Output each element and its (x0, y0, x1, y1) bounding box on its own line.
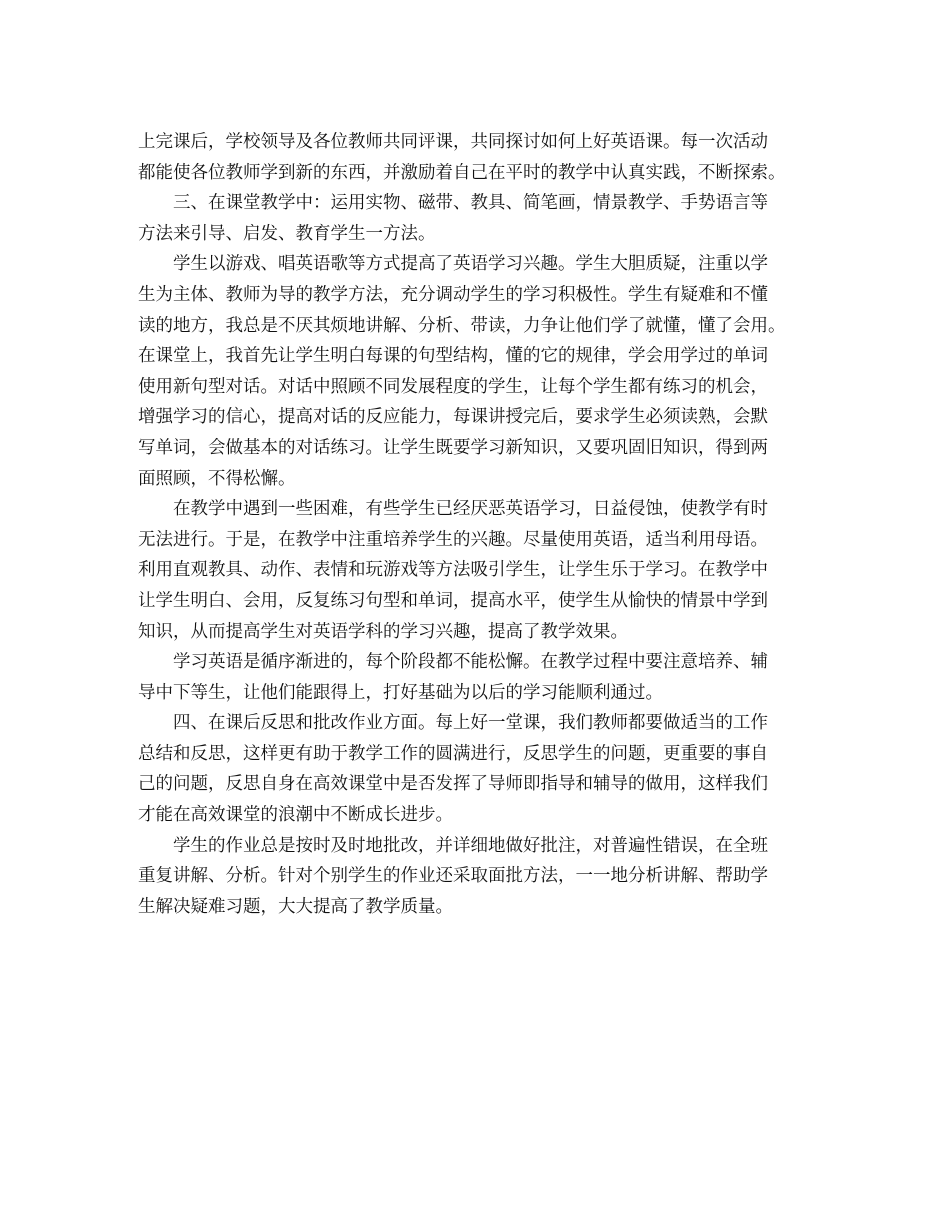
text-line: 使用新句型对话。对话中照顾不同发展程度的学生，让每个学生都有练习的机会， (138, 376, 768, 397)
text-line: 重复讲解、分析。针对个别学生的作业还采取面批方法，一一地分析讲解、帮助学 (138, 866, 768, 887)
text-line: 学生的作业总是按时及时地批改，并详细地做好批注，对普遍性错误，在全班 (173, 835, 768, 856)
text-line: 生为主体、教师为导的教学方法，充分调动学生的学习积极性。学生有疑难和不懂 (138, 284, 768, 305)
text-line: 三、在课堂教学中：运用实物、磁带、教具、简笔画，情景教学、手势语言等 (173, 193, 768, 214)
text-line: 让学生明白、会用，反复练习句型和单词，提高水平，使学生从愉快的情景中学到 (138, 590, 768, 611)
text-line: 学生以游戏、唱英语歌等方式提高了英语学习兴趣。学生大胆质疑，注重以学 (173, 254, 768, 275)
text-line: 方法来引导、启发、教育学生一方法。 (138, 223, 436, 244)
text-line: 导中下等生，让他们能跟得上，打好基础为以后的学习能顺利通过。 (138, 682, 663, 703)
text-line: 四、在课后反思和批改作业方面。每上好一堂课，我们教师都要做适当的工作 (173, 713, 768, 734)
text-line: 无法进行。于是，在教学中注重培养学生的兴趣。尽量使用英语，适当利用母语。 (138, 529, 768, 550)
text-line: 面照顾，不得松懈。 (138, 468, 296, 489)
text-line: 增强学习的信心，提高对话的反应能力，每课讲授完后，要求学生必须读熟，会默 (138, 407, 768, 428)
text-line: 才能在高效课堂的浪潮中不断成长进步。 (138, 805, 453, 826)
text-line: 上完课后，学校领导及各位教师共同评课，共同探讨如何上好英语课。每一次活动 (138, 132, 768, 152)
text-line: 己的问题，反思自身在高效课堂中是否发挥了导师即指导和辅导的做用，这样我们 (138, 774, 768, 795)
text-line: 利用直观教具、动作、表情和玩游戏等方法吸引学生，让学生乐于学习。在教学中 (138, 560, 768, 581)
document-body (138, 127, 828, 922)
text-line: 知识，从而提高学生对英语学科的学习兴趣，提高了教学效果。 (138, 621, 628, 642)
text-line: 总结和反思，这样更有助于教学工作的圆满进行，反思学生的问题，更重要的事自 (138, 743, 768, 764)
text-line: 都能使各位教师学到新的东西，并激励着自己在平时的教学中认真实践，不断探索。 (138, 162, 786, 183)
text-line: 在教学中遇到一些困难，有些学生已经厌恶英语学习，日益侵蚀，使教学有时 (173, 499, 768, 520)
text-line: 读的地方，我总是不厌其烦地讲解、分析、带读，力争让他们学了就懂，懂了会用。 (138, 315, 786, 336)
text-line: 在课堂上，我首先让学生明白每课的句型结构，懂的它的规律，学会用学过的单词 (138, 346, 768, 367)
text-line: 生解决疑难习题，大大提高了教学质量。 (138, 896, 453, 917)
text-line: 学习英语是循序渐进的，每个阶段都不能松懈。在教学过程中要注意培养、辅 (173, 652, 768, 673)
text-line: 写单词，会做基本的对话练习。让学生既要学习新知识，又要巩固旧知识，得到两 (138, 437, 768, 458)
